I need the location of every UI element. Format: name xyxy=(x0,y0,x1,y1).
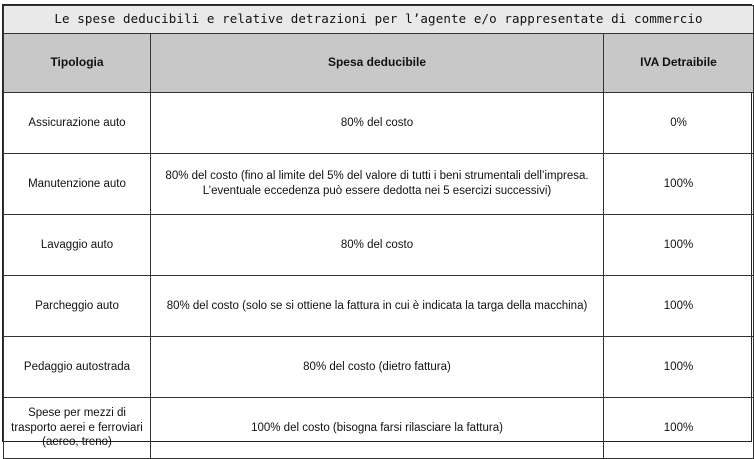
cell-tipologia: Lavaggio auto xyxy=(4,215,151,276)
table-row xyxy=(4,398,754,459)
table-row xyxy=(4,215,754,276)
table-row xyxy=(4,276,754,337)
cell-iva: 0% xyxy=(604,93,754,154)
expenses-table xyxy=(3,5,754,459)
cell-iva: 100% xyxy=(604,398,754,459)
cell-iva: 100% xyxy=(604,154,754,215)
cell-spesa: 80% del costo (solo se si ottiene la fattura in cui è indicata la targa della macchina) xyxy=(151,276,604,337)
header-spesa-deducibile: Spesa deducibile xyxy=(151,34,604,93)
header-tipologia: Tipologia xyxy=(4,34,151,93)
cell-tipologia: Parcheggio auto xyxy=(4,276,151,337)
expenses-table-frame xyxy=(2,4,752,449)
table-header-row xyxy=(4,34,754,93)
table-title: Le spese deducibili e relative detrazioni per l’agente e/o rappresentate di commercio xyxy=(4,6,754,34)
table-row xyxy=(4,154,754,215)
cell-iva: 100% xyxy=(604,276,754,337)
cell-tipologia: Pedaggio autostrada xyxy=(4,337,151,398)
cell-iva: 100% xyxy=(604,215,754,276)
cell-tipologia: Assicurazione auto xyxy=(4,93,151,154)
cell-tipologia: Manutenzione auto xyxy=(4,154,151,215)
cell-spesa: 80% del costo (fino al limite del 5% del valore di tutti i beni strumentali dell’impresa. L’eventuale eccedenza può essere dedotta nei 5 esercizi successivi) xyxy=(151,154,604,215)
table-row xyxy=(4,337,754,398)
header-iva-detraibile: IVA Detraibile xyxy=(604,34,754,93)
cell-spesa: 80% del costo xyxy=(151,215,604,276)
cell-spesa: 100% del costo (bisogna farsi rilasciare la fattura) xyxy=(151,398,604,459)
cell-tipologia: Spese per mezzi di trasporto aerei e ferroviari (aereo, treno) xyxy=(4,398,151,459)
table-row xyxy=(4,93,754,154)
cell-iva: 100% xyxy=(604,337,754,398)
cell-spesa: 80% del costo xyxy=(151,93,604,154)
cell-spesa: 80% del costo (dietro fattura) xyxy=(151,337,604,398)
